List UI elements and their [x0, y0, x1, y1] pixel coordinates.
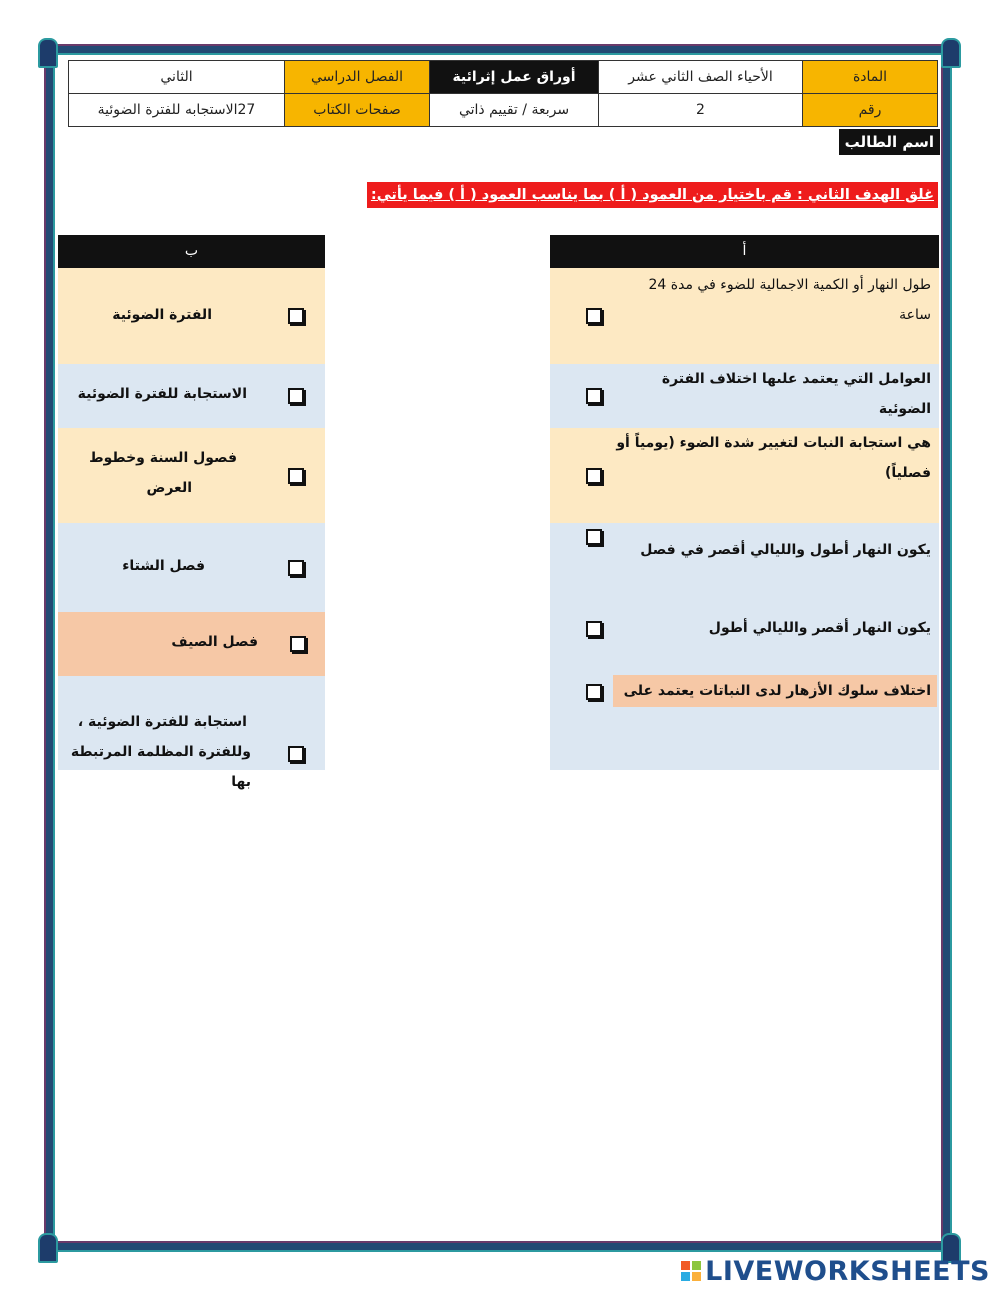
column-a-item [550, 364, 939, 428]
column-a-item [550, 268, 939, 364]
column-b-item [58, 612, 325, 676]
assessment-type: سربعة / تقييم ذاتي [430, 94, 599, 127]
frame-right-border [941, 44, 952, 1252]
logo-square [692, 1261, 701, 1270]
column-a-item-text: العوامل التي يعتمد علىها اختلاف الفترة [661, 371, 931, 387]
liveworksheets-logo [681, 1256, 990, 1286]
number-value: 2 [599, 94, 803, 127]
book-pages-label: صفحات الكتاب [285, 94, 430, 127]
column-b-item-text: وللفترة المظلمة المرتبطة بها [70, 744, 251, 790]
checkbox[interactable] [288, 308, 304, 324]
column-b-item-text: فصل الشتاء [122, 558, 205, 574]
logo-text: LIVEWORKSHEETS [705, 1255, 990, 1287]
column-b-item-text: الاستجابة للفترة الضوئية [77, 386, 247, 402]
logo-squares [681, 1261, 701, 1281]
subject-value: الأحياء الصف الثاني عشر [599, 61, 803, 94]
column-a-item-text: هي استجابة النبات لتغيير شدة الضوء (يومياً أو [616, 435, 931, 451]
checkbox[interactable] [586, 621, 602, 637]
column-b-item-text: استجابة للفترة الضوئية ، [77, 714, 247, 730]
checkbox[interactable] [586, 684, 602, 700]
column-b-item [58, 523, 325, 612]
student-name-label: اسم الطالب [839, 129, 940, 155]
objective-instruction: غلق الهدف الثاني : قم باختيار من العمود ( أ ) بما يناسب العمود ( أ ) فيما يأتي: [367, 182, 938, 208]
checkbox[interactable] [586, 388, 602, 404]
column-a-item-text: الضوئية [878, 401, 931, 417]
checkbox[interactable] [290, 636, 306, 652]
column-b-item-text: فصول السنة وخطوط [89, 450, 237, 466]
column-a-item-text: طول النهار أو الكمية الاجمالية للضوء في مدة 24 [648, 277, 931, 293]
column-b-item [58, 268, 325, 364]
logo-square [692, 1272, 701, 1281]
frame-bottom-border [44, 1241, 958, 1252]
subject-label: المادة [803, 61, 938, 94]
frame-left-border [44, 44, 55, 1252]
column-b-item [58, 364, 325, 428]
column-b-item [58, 428, 325, 523]
logo-square [681, 1261, 690, 1270]
column-b-heading: ب [58, 235, 325, 268]
sheet-title: أوراق عمل إثرائية [430, 61, 599, 94]
semester-label: الفصل الدراسي [285, 61, 430, 94]
checkbox[interactable] [586, 468, 602, 484]
frame-top-border [44, 44, 958, 55]
logo-square [681, 1272, 690, 1281]
semester-value: الثاني [69, 61, 285, 94]
column-b-item-text: فصل الصيف [171, 634, 258, 650]
number-label: رقم [803, 94, 938, 127]
checkbox[interactable] [288, 468, 304, 484]
column-a-item-text: ساعة [899, 307, 931, 323]
column-b-item-text: الفترة الضوئية [112, 307, 212, 323]
column-a-lower-group [550, 523, 939, 770]
frame-corner-ornament [941, 38, 961, 68]
checkbox[interactable] [586, 308, 602, 324]
checkbox[interactable] [288, 560, 304, 576]
column-a-item-text: يكون النهار أقصر والليالي أطول [708, 620, 931, 636]
frame-corner-ornament [38, 38, 58, 68]
checkbox[interactable] [586, 529, 602, 545]
checkbox[interactable] [288, 388, 304, 404]
column-a-heading: أ [550, 235, 939, 268]
column-a-item-text: فصلياً) [884, 465, 931, 481]
column-a-item-text: اختلاف سلوك الأزهار لدى النباتات يعتمد على [623, 683, 931, 699]
book-pages-value: 27الاستجابه للفترة الضوئية [69, 94, 285, 127]
column-a-item [550, 428, 939, 523]
column-b-item [58, 676, 325, 790]
header-table [68, 60, 938, 127]
column-b-item-text: العرض [146, 480, 192, 496]
column-a-item-text: يكون النهار أطول والليالي أقصر في فصل [640, 542, 931, 558]
checkbox[interactable] [288, 746, 304, 762]
frame-corner-ornament [38, 1233, 58, 1263]
